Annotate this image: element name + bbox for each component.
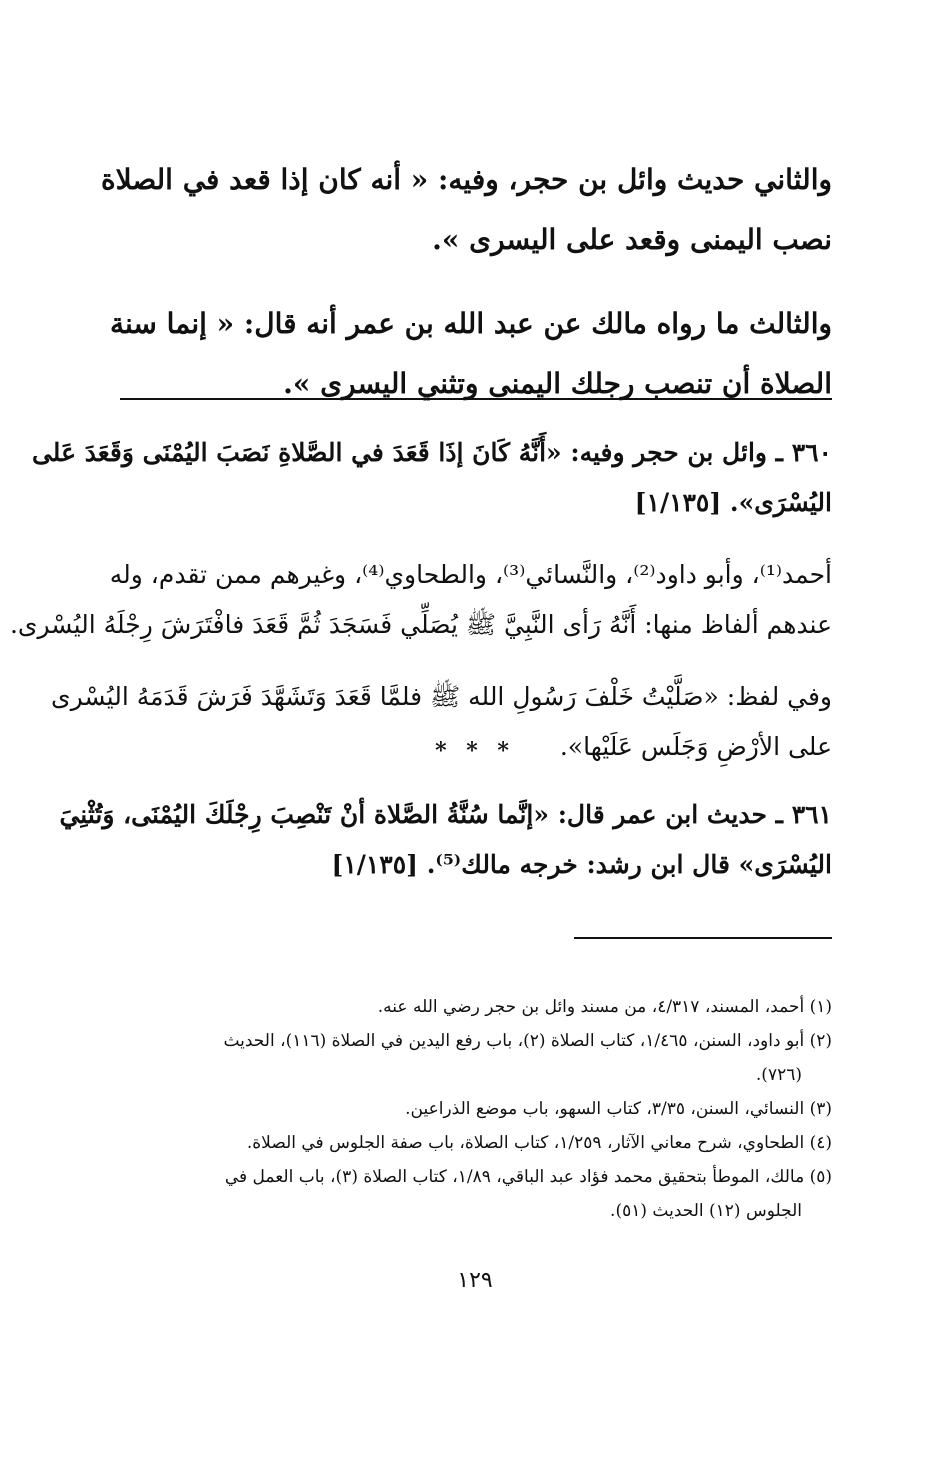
hadith-361-heading [59, 790, 832, 890]
hadith-360-sources [9, 550, 832, 650]
footnote-1 [112, 990, 832, 1024]
footnote-3 [112, 1092, 832, 1126]
text-line: ٣٦١ ـ حديث ابن عمر قال: «إنَّما سُنَّةُ الصَّلاة أنْ تَنْصِبَ رِجْلَكَ اليُمْنَى، وَتُثْنِيَ [59, 800, 832, 829]
footnote-divider [574, 937, 832, 939]
section-divider [120, 398, 832, 400]
text-line: على الأرْضِ وَجَلَس عَلَيْها». [559, 732, 832, 761]
separator-stars: * * * [435, 738, 515, 764]
page-number: ١٢٩ [457, 1268, 493, 1293]
footnote-2 [112, 1024, 832, 1092]
footnote-line: الجلوس (١٢) الحديث (٥١). [610, 1201, 802, 1221]
paragraph-second-hadith [100, 150, 832, 270]
footnote-line: (٤) الطحاوي، شرح معاني الآثار، ١/٢٥٩، كتاب الصلاة، باب صفة الجلوس في الصلاة. [246, 1133, 832, 1153]
text-line: وفي لفظ: «صَلَّيْتُ خَلْفَ رَسُولِ الله ﷺ فلمَّا قَعَدَ وَتَشَهَّدَ فَرَشَ قَدَمَهُ اليُسْرى [51, 682, 832, 711]
main-text [100, 150, 832, 438]
text-line: عندهم ألفاظ منها: أَنَّهُ رَأى النَّبِيَّ ﷺ يُصَلِّي فَسَجَدَ ثُمَّ قَعَدَ فافْتَرَشَ رِجْلَهُ اليُسْرى. [9, 610, 832, 639]
text-line: نصب اليمنى وقعد على اليسرى ». [432, 223, 832, 256]
footnote-4 [112, 1126, 832, 1160]
footnote-line: (١) أحمد، المسند، ٤/٣١٧، من مسند وائل بن حجر رضي الله عنه. [377, 997, 832, 1017]
hadith-361-section [59, 790, 832, 890]
hadith-360-heading [31, 428, 832, 528]
text-line: اليُسْرَى» قال ابن رشد: خرجه مالك⁽⁵⁾. [١/١٣٥] [331, 850, 832, 879]
text-line: ٣٦٠ ـ وائل بن حجر وفيه: «أَنَّهُ كَانَ إذَا قَعَدَ في الصَّلاةِ نَصَبَ اليُمْنَى وَقَعَدَ عَلى [31, 438, 832, 467]
text-line: الصلاة أن تنصب رجلك اليمنى وتثني اليسرى ». [283, 367, 832, 400]
footnote-line: (٢) أبو داود، السنن، ١/٤٦٥، كتاب الصلاة (٢)، باب رفع اليدين في الصلاة (١١٦)، الحديث [223, 1031, 832, 1051]
footnote-line: (٧٢٦). [755, 1065, 802, 1085]
text-line: والثالث ما رواه مالك عن عبد الله بن عمر أنه قال: « إنما سنة [109, 307, 832, 340]
text-line: اليُسْرَى». [١/١٣٥] [634, 488, 832, 517]
footnote-line: (٥) مالك، الموطأ بتحقيق محمد فؤاد عبد الباقي، ١/٨٩، كتاب الصلاة (٣)، باب العمل في [224, 1167, 832, 1187]
footnotes [112, 990, 832, 1228]
footnote-line: (٣) النسائي، السنن، ٣/٣٥، كتاب السهو، باب موضع الذراعين. [405, 1099, 832, 1119]
paragraph-third-hadith [109, 294, 832, 414]
footnote-5 [112, 1160, 832, 1228]
text-line: أحمد⁽¹⁾، وأبو داود⁽²⁾، والنَّسائي⁽³⁾، والطحاوي⁽⁴⁾، وغيرهم ممن تقدم، وله [109, 560, 832, 589]
text-line: والثاني حديث وائل بن حجر، وفيه: « أنه كان إذا قعد في الصلاة [100, 163, 832, 196]
